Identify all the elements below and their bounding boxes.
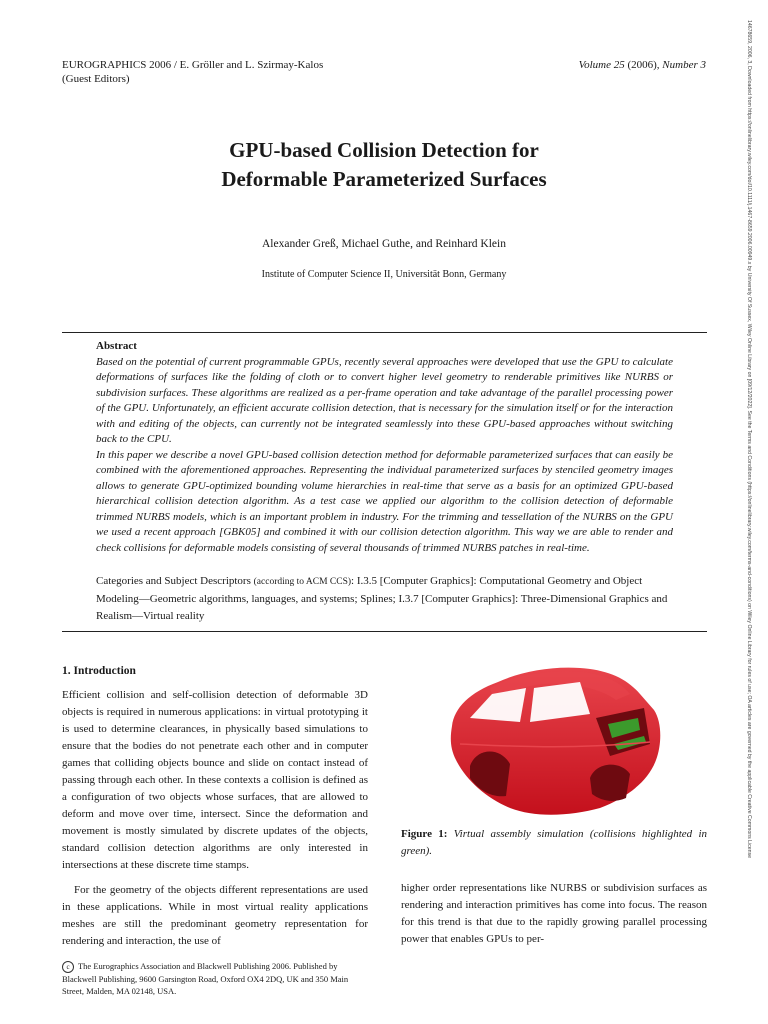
abstract-paragraph-1: Based on the potential of current programmable GPUs, recently several approaches were developed that use the GPU to calculate deformations of surfaces like the folding of cloth or to convert higher level geometry to renderable primitives like NURBS or subdivision surfaces. These algorithms are realized as a per-frame operation and take advantage of the parallel processing power of the GPU. Unfortunately, an efficient accurate collision detection, that is necessary for the simulation itself or for the interaction with and editing of the objects, can currently not be integrated seamlessly into these GPU-based approaches without switching back to the CPU. [96, 355, 673, 445]
categories-lead: Categories and Subject Descriptors [96, 575, 251, 587]
title-line-1: GPU-based Collision Detection for [229, 138, 539, 162]
intro-paragraph-2: For the geometry of the objects different representations are used in these applications. While in most virtual reality applications meshes are still the predominant geometry representation for rendering and interaction, the use of [62, 884, 368, 947]
volume-info [579, 58, 706, 72]
intro-paragraph-1: Efficient collision and self-collision detection of deformable 3D objects is required in numerous applications: in virtual prototyping it is used to determine clearances, in physically based simulations to ensure that the bodies do not penetrate each other and in computer games that colliding objects bounce and slide on contact instead of passing through each other. In these contexts a collision is defined as a configuration of two objects whose surfaces, that are allowed to deform and move over time, intersect. Since the deformation and movement is mostly simulated by discrete updates of the objects, standard collision detection algorithms are only interested in intersections at these discrete time stamps. [62, 689, 368, 871]
categories-descriptors [96, 573, 676, 625]
section-heading-introduction: 1. Introduction [62, 665, 136, 677]
volume: Volume 25 [578, 59, 625, 71]
wheel-arch-rear [590, 765, 630, 801]
figure-label: Figure 1: [401, 828, 448, 840]
abstract-bottom-rule [62, 631, 707, 632]
paper-title [0, 136, 768, 194]
copyright-symbol: c [62, 961, 74, 973]
copyright-footnote [62, 960, 368, 997]
categories-text: : I.3.5 [Computer Graphics]: Computational Geometry and Object Modeling—Geometric algorithms, languages, and systems; Splines; I.3.7 [Computer Graphics]: Three-Dimensional Graphics and Realism—Virtual reality [96, 575, 668, 622]
abstract [96, 339, 673, 556]
figure-caption-text: Virtual assembly simulation (collisions highlighted in green). [401, 828, 708, 857]
categories-ccs-note: (according to ACM CCS) [253, 577, 352, 587]
figure-car-render [440, 648, 672, 824]
copyright-text: The Eurographics Association and Blackwell Publishing 2006. Published by Blackwell Publishing, 9600 Garsington Road, Oxford OX4 2DQ, UK and 350 Main Street, Malden, MA 02148, USA. [62, 961, 349, 997]
author-list: Alexander Greß, Michael Guthe, and Reinhard Klein [262, 238, 506, 250]
left-column [62, 687, 368, 950]
figure-caption [401, 826, 707, 860]
abstract-top-rule [62, 332, 707, 333]
affiliation: Institute of Computer Science II, Universität Bonn, Germany [261, 269, 507, 280]
download-notice: 14678659, 2006, 3, Downloaded from https://onlinelibrary.wiley.com/doi/10.1111/j.1467-8659.2006.00949.x by University Of Sussex, Wiley Online Library on [09/12/2022]. See the Terms and Conditions (https://onlinelibrary.wiley.com/terms-and-conditions) on Wiley Online Library for rules of use; OA articles are governed by the applicable Creative Commons License [746, 20, 752, 859]
journal-header [62, 58, 323, 86]
abstract-paragraph-2: In this paper we describe a novel GPU-based collision detection method for deformable parameterized surfaces that can easily be combined with the aforementioned approaches. Representing the individual parameterized surfaces by stenciled geometry images allows to generate GPU-optimized bounding volume hierarchies in real-time that serve as a basis for an optimized GPU-based hierarchical collision detection algorithm. As a test case we applied our algorithm to the collision detection of deformable trimmed NURBS models, which is an important problem in industry. For the trimming and tessellation of the NURBS on the GPU we used a recent approach [GBK05] and combined it with our collision detection algorithm. This way we are able to render and check collisions for deformable models consisting of several thousands of trimmed NURBS patches in real-time. [96, 448, 673, 554]
right-column-continuation: higher order representations like NURBS or subdivision surfaces as rendering and interaction primitives has come into focus. The reason for this trend is that due to the rapidly growing parallel processing power that enables GPUs to per- [401, 882, 707, 945]
wheel-arch-front [470, 751, 510, 796]
title-line-2: Deformable Parameterized Surfaces [221, 167, 547, 191]
download-sidebar [742, 20, 756, 1010]
abstract-heading: Abstract [96, 340, 137, 352]
guest-editors: (Guest Editors) [62, 73, 130, 85]
issue-number: , Number 3 [656, 59, 706, 71]
year: (2006) [627, 59, 657, 71]
conference-line: EUROGRAPHICS 2006 / E. Gröller and L. Szirmay-Kalos [62, 59, 324, 71]
